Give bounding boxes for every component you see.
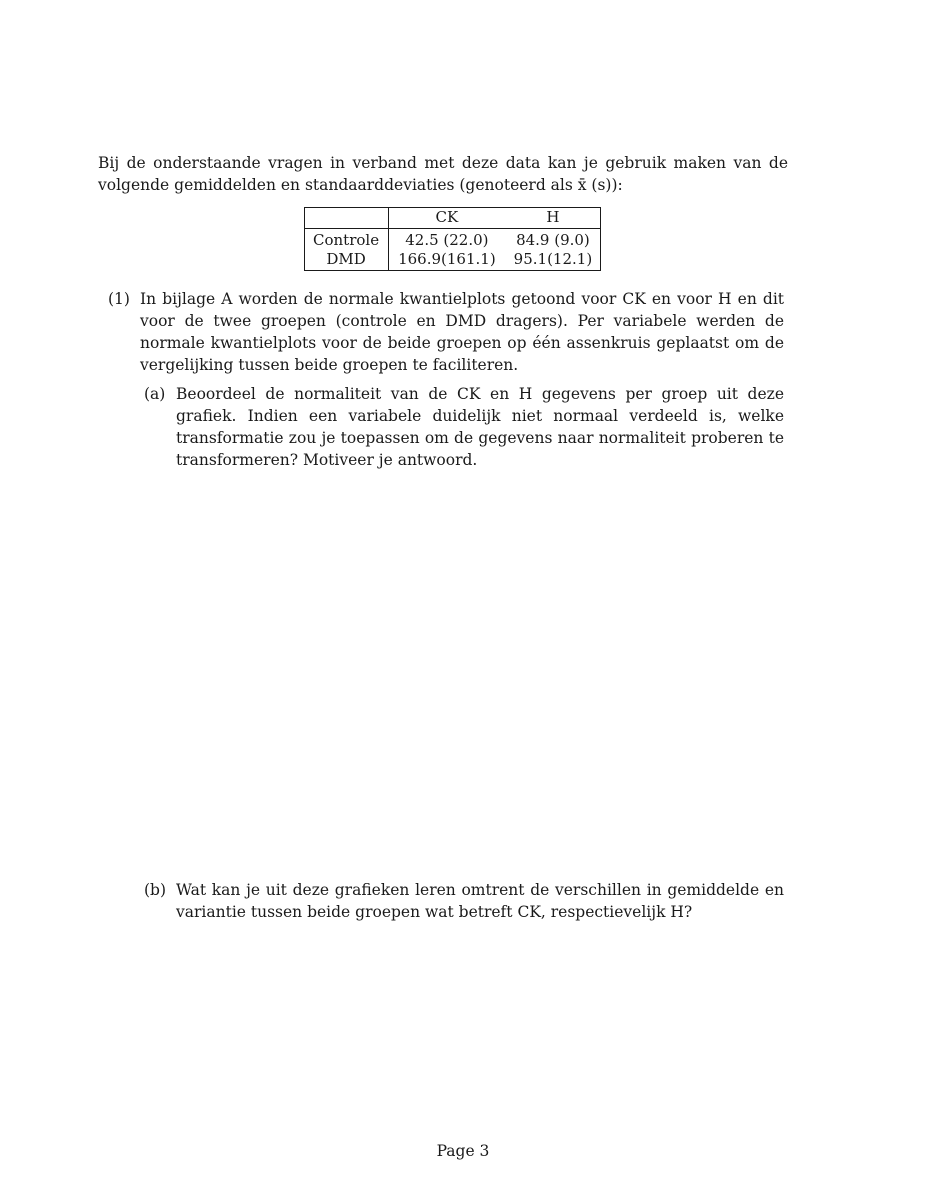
question-1a [144,383,784,471]
question-1 [108,288,784,376]
stats-table [304,207,601,271]
row-label: Controle [304,229,389,251]
table-header-empty [304,207,389,229]
table-header-h: H [505,207,602,229]
question-1-text: In bijlage A worden de normale kwantielplots getoond voor CK en voor H en dit voor de twee groepen (controle en DMD dragers). Per variabele werden de normale kwantielplots voor de beide groepen op één assenkruis geplaatst om de vergelijking tussen beide groepen te faciliteren. [140,290,784,374]
table-row [304,250,601,271]
question-1b-label: (b) [144,881,167,899]
table-header-row [304,207,601,229]
table-header-ck: CK [389,207,505,229]
cell-ck: 42.5 (22.0) [405,231,489,249]
cell-h: 84.9 (9.0) [516,231,590,249]
page-number: Page 3 [436,1142,490,1160]
intro-paragraph: Bij de onderstaande vragen in verband met deze data kan je gebruik maken van de volgende gemiddelden en standaarddeviaties (genoteerd als x̄ (s)): [98,154,788,194]
question-1b [144,879,784,923]
cell-ck: 166.9(161.1) [398,250,496,268]
question-1a-label: (a) [144,385,166,403]
question-1a-text: Beoordeel de normaliteit van de CK en H gegevens per groep uit deze grafiek. Indien een variabele duidelijk niet normaal verdeeld is, welke transformatie zou je toepassen om de gegevens naar normaliteit proberen te transformeren? Motiveer je antwoord. [176,385,784,469]
table-row [304,229,601,251]
row-label: DMD [304,250,389,271]
question-1b-text: Wat kan je uit deze grafieken leren omtrent de verschillen in gemiddelde en variantie tussen beide groepen wat betreft CK, respectievelijk H? [176,881,784,921]
question-1-label: (1) [108,290,130,308]
cell-h: 95.1(12.1) [513,250,593,268]
